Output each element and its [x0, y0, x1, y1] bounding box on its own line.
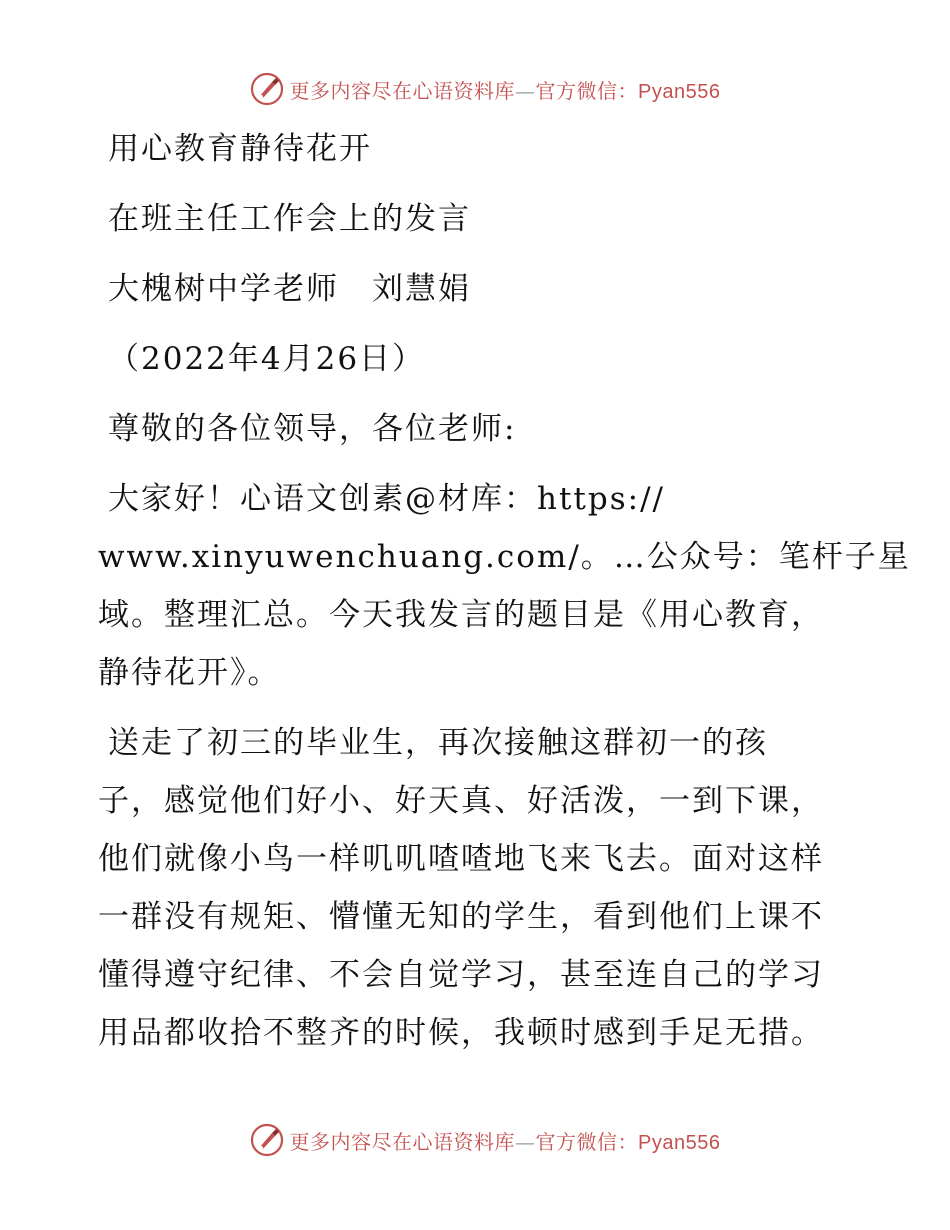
- pen-logo-icon: [250, 72, 284, 106]
- document-title: 用心教育静待花开: [108, 131, 372, 167]
- banner-main: 更多内容尽在心语资料库: [289, 78, 516, 103]
- paragraph-1: [98, 470, 911, 702]
- banner-official: 官方微信：: [535, 1129, 639, 1154]
- banner-text: [290, 75, 721, 104]
- pen-logo-icon: [250, 1123, 284, 1157]
- footer-banner: [0, 1120, 950, 1160]
- paragraph-line: 一群没有规矩、懵懂无知的学生，看到他们上课不: [98, 899, 824, 935]
- document-author: 大槐树中学老师 刘慧娟: [108, 271, 471, 307]
- paragraph-line: www.xinyuwenchuang.com/。…公众号：笔杆子星: [98, 539, 911, 575]
- banner-official: 官方微信：: [535, 78, 639, 103]
- paragraph-line: 域。整理汇总。今天我发言的题目是《用心教育，: [98, 597, 824, 633]
- header-banner: [0, 69, 950, 109]
- paragraph-line: 送走了初三的毕业生，再次接触这群初一的孩: [108, 725, 768, 761]
- document-salutation: 尊敬的各位领导，各位老师:: [108, 411, 517, 447]
- banner-wechat-id: Pyan556: [638, 1131, 721, 1154]
- paragraph-line: 静待花开》。: [98, 655, 281, 691]
- banner-separator: —: [515, 1129, 536, 1154]
- paragraph-line: 用品都收拾不整齐的时候，我顿时感到手足无措。: [98, 1015, 824, 1051]
- document-body: [98, 120, 911, 1062]
- banner-wechat-id: Pyan556: [638, 80, 721, 103]
- banner-main: 更多内容尽在心语资料库: [289, 1129, 516, 1154]
- document-date: （2022年4月26日）: [108, 341, 426, 377]
- paragraph-line: 子，感觉他们好小、好天真、好活泼，一到下课，: [98, 783, 824, 819]
- paragraph-line: 大家好！心语文创素@材库：https://: [108, 481, 665, 517]
- banner-separator: —: [515, 78, 536, 103]
- paragraph-line: 他们就像小鸟一样叽叽喳喳地飞来飞去。面对这样: [98, 841, 824, 877]
- paragraph-2: [98, 714, 858, 1062]
- document-subtitle: 在班主任工作会上的发言: [108, 201, 471, 237]
- banner-text: [290, 1126, 721, 1155]
- paragraph-line: 懂得遵守纪律、不会自觉学习，甚至连自己的学习: [98, 957, 824, 993]
